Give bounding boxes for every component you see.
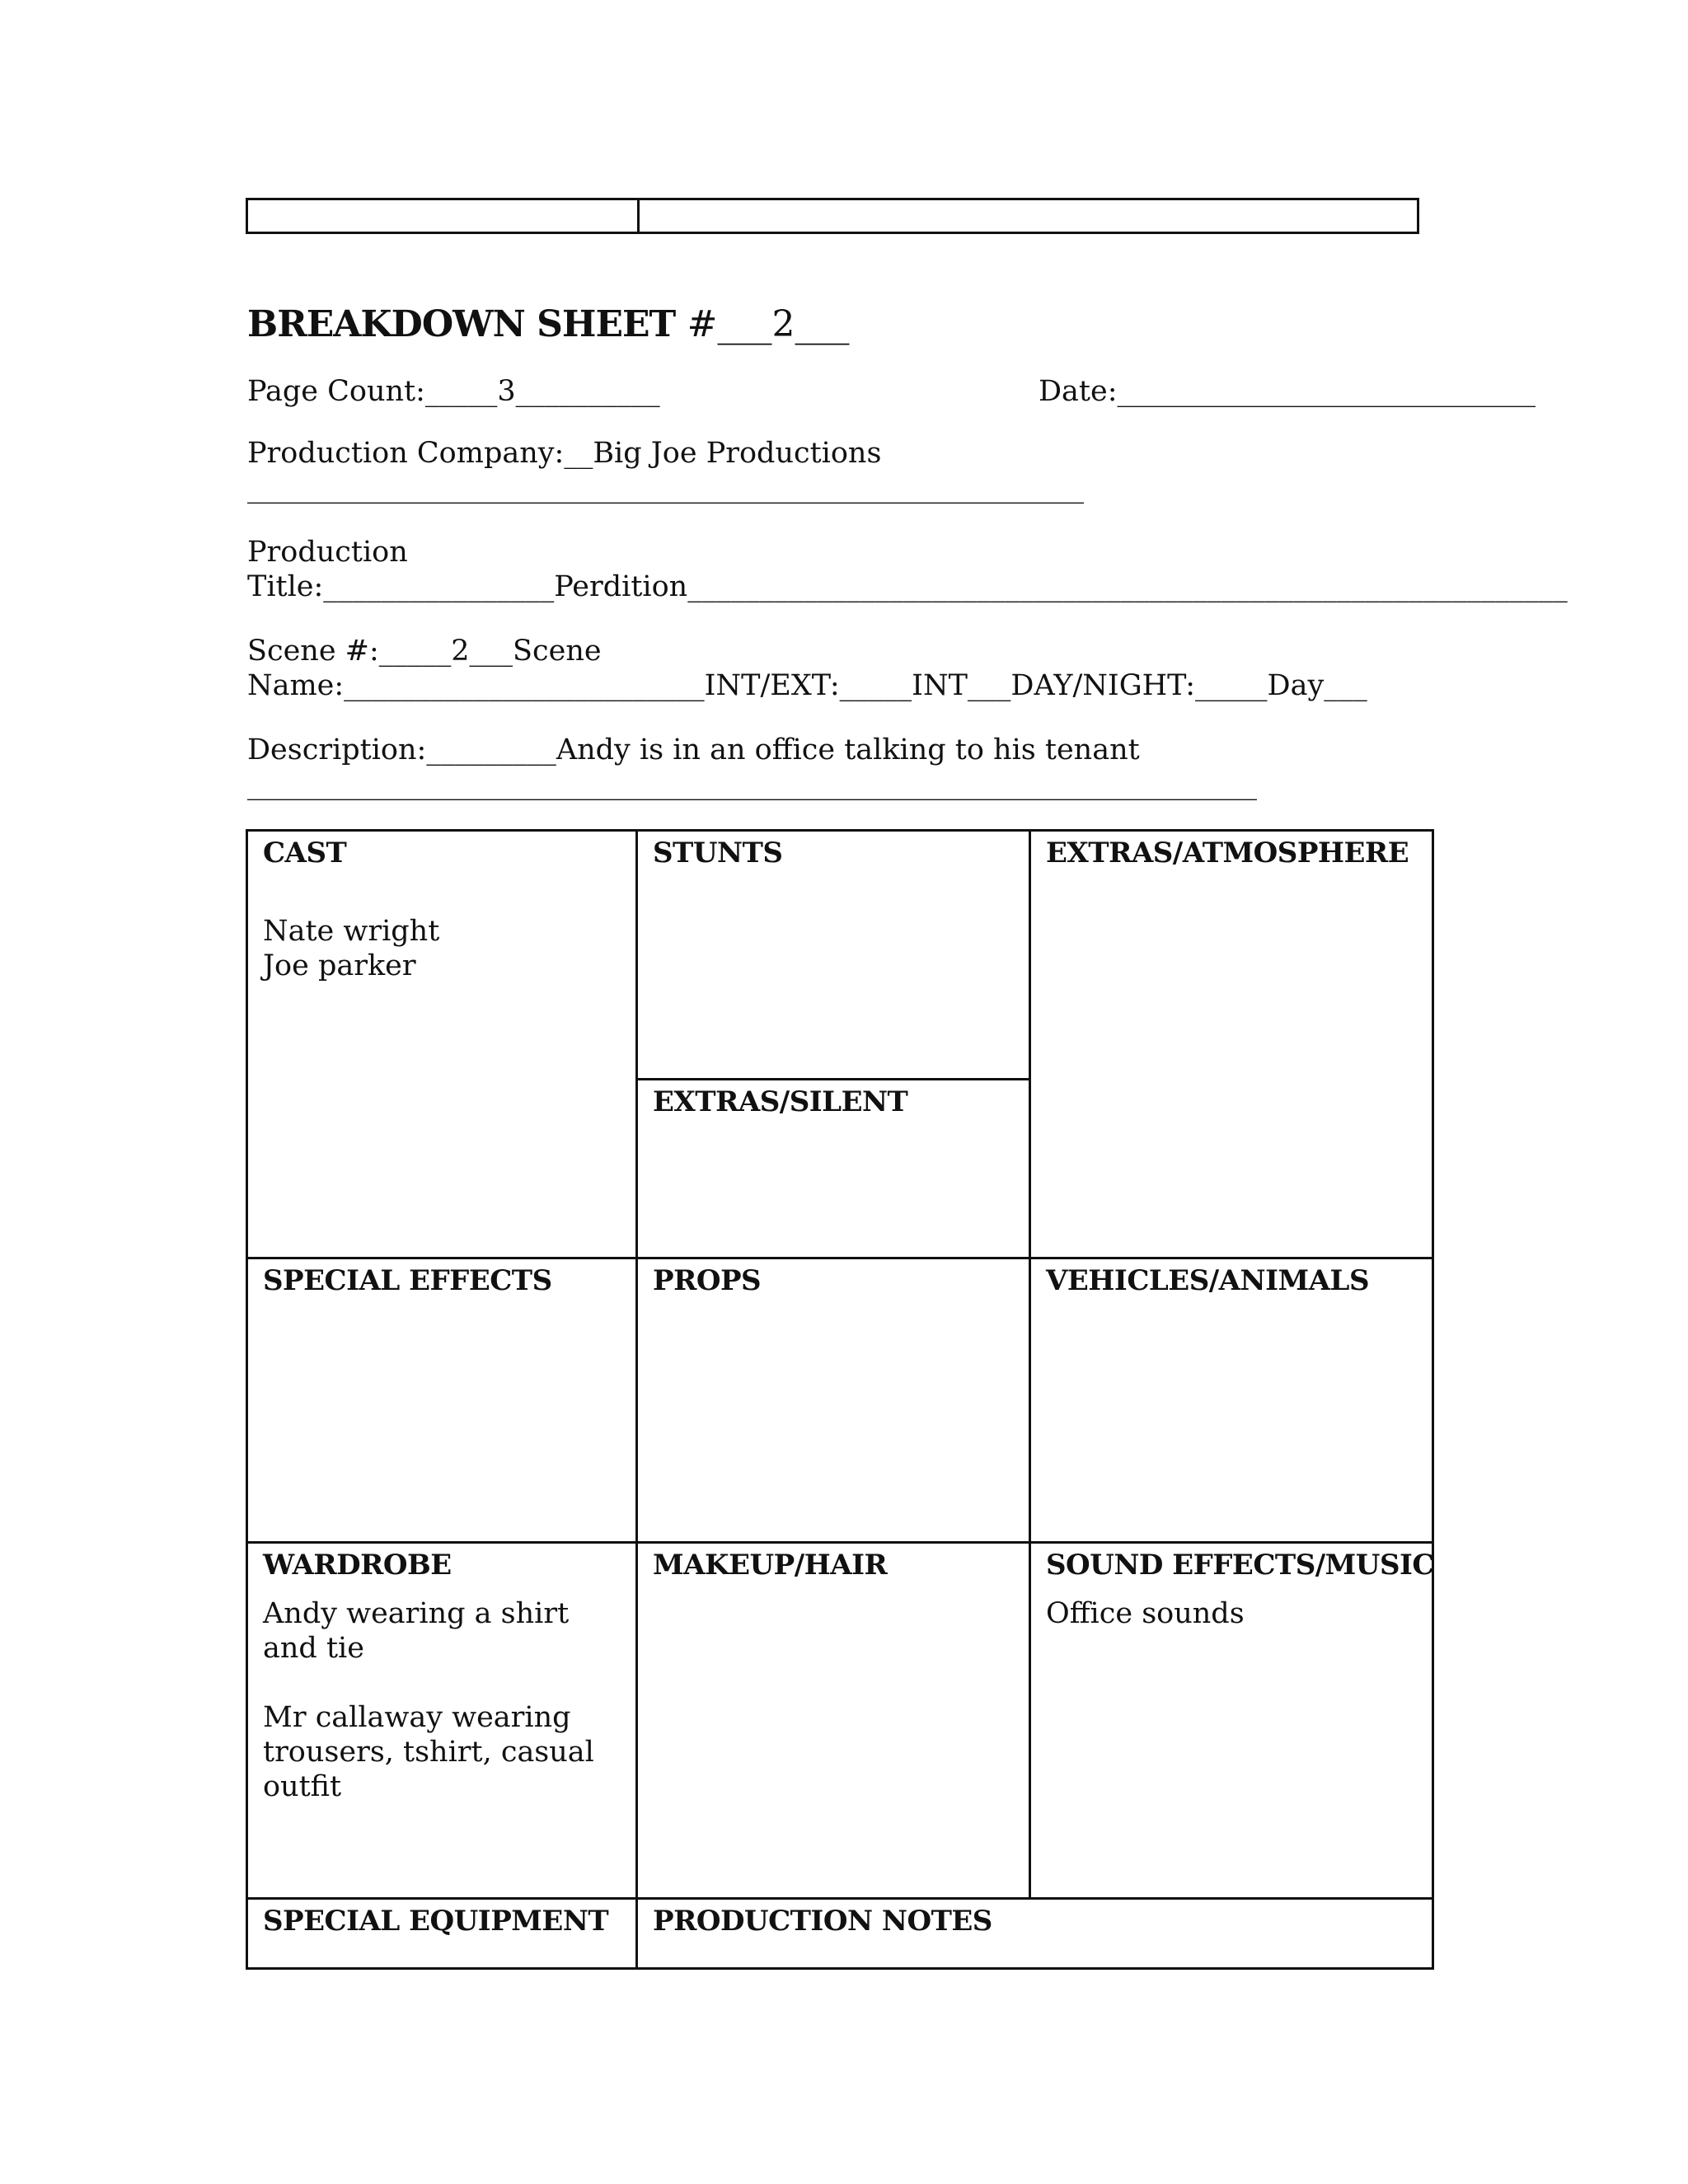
sheet-title-text: BREAKDOWN SHEET: [247, 303, 676, 345]
wardrobe-item: Andy wearing a shirt and tie: [263, 1597, 570, 1665]
header-table-cell-right: [640, 200, 1417, 232]
sound-effects-music-content: [1046, 1596, 1417, 1631]
extras-silent-label: EXTRAS/SILENT: [653, 1085, 908, 1118]
production-notes-box: [635, 1897, 1434, 1970]
description-field: Description:_________Andy is in an office talking to his tenant: [247, 733, 1140, 766]
props-label: PROPS: [653, 1264, 762, 1297]
cast-content: [263, 914, 621, 983]
stunts-box: [635, 829, 1031, 1080]
wardrobe-box: [246, 1541, 638, 1900]
production-company-underline: __________________________________________________________: [247, 471, 1084, 504]
special-effects-label: SPECIAL EFFECTS: [263, 1264, 552, 1297]
wardrobe-label: WARDROBE: [263, 1549, 452, 1582]
special-equipment-box: [246, 1897, 638, 1970]
sheet-number: #___2___: [687, 303, 850, 345]
description-underline: ______________________________________________________________________: [247, 768, 1257, 801]
sound-effect-item: Office sounds: [1046, 1597, 1245, 1630]
extras-atmosphere-box: [1029, 829, 1434, 1259]
scene-number-field: Scene #:_____2___Scene: [247, 635, 602, 668]
sound-effects-music-label: SOUND EFFECTS/MUSIC: [1046, 1549, 1434, 1582]
stunts-label: STUNTS: [653, 837, 783, 869]
production-title-field: Title:________________Perdition_____________________________________________________________: [247, 570, 1568, 603]
cast-label: CAST: [263, 837, 347, 869]
wardrobe-content: [263, 1596, 609, 1804]
vehicles-animals-label: VEHICLES/ANIMALS: [1046, 1264, 1370, 1297]
production-title-label: Production: [247, 536, 408, 569]
sound-effects-music-box: [1029, 1541, 1434, 1900]
cast-member: Nate wright: [263, 915, 440, 948]
props-box: [635, 1257, 1031, 1544]
scene-name-field: Name:_________________________INT/EXT:_____INT___DAY/NIGHT:_____Day___: [247, 669, 1367, 702]
header-table-cell-left: [248, 200, 640, 232]
special-effects-box: [246, 1257, 638, 1544]
production-notes-label: PRODUCTION NOTES: [653, 1905, 992, 1938]
special-equipment-label: SPECIAL EQUIPMENT: [263, 1905, 609, 1938]
header-table: [246, 198, 1419, 234]
makeup-hair-box: [635, 1541, 1031, 1900]
extras-silent-box: [635, 1078, 1031, 1259]
breakdown-grid: [246, 829, 1434, 1970]
date-field: Date:_____________________________: [1039, 375, 1536, 408]
cast-member: Joe parker: [263, 949, 416, 982]
wardrobe-item: Mr callaway wearing trousers, tshirt, casual outfit: [263, 1701, 594, 1803]
makeup-hair-label: MAKEUP/HAIR: [653, 1549, 888, 1582]
page-count-field: Page Count:_____3__________: [247, 375, 660, 408]
extras-atmosphere-label: EXTRAS/ATMOSPHERE: [1046, 837, 1409, 869]
vehicles-animals-box: [1029, 1257, 1434, 1544]
production-company-field: Production Company:__Big Joe Productions: [247, 437, 882, 470]
cast-box: [246, 829, 638, 1259]
sheet-title: [247, 303, 849, 345]
